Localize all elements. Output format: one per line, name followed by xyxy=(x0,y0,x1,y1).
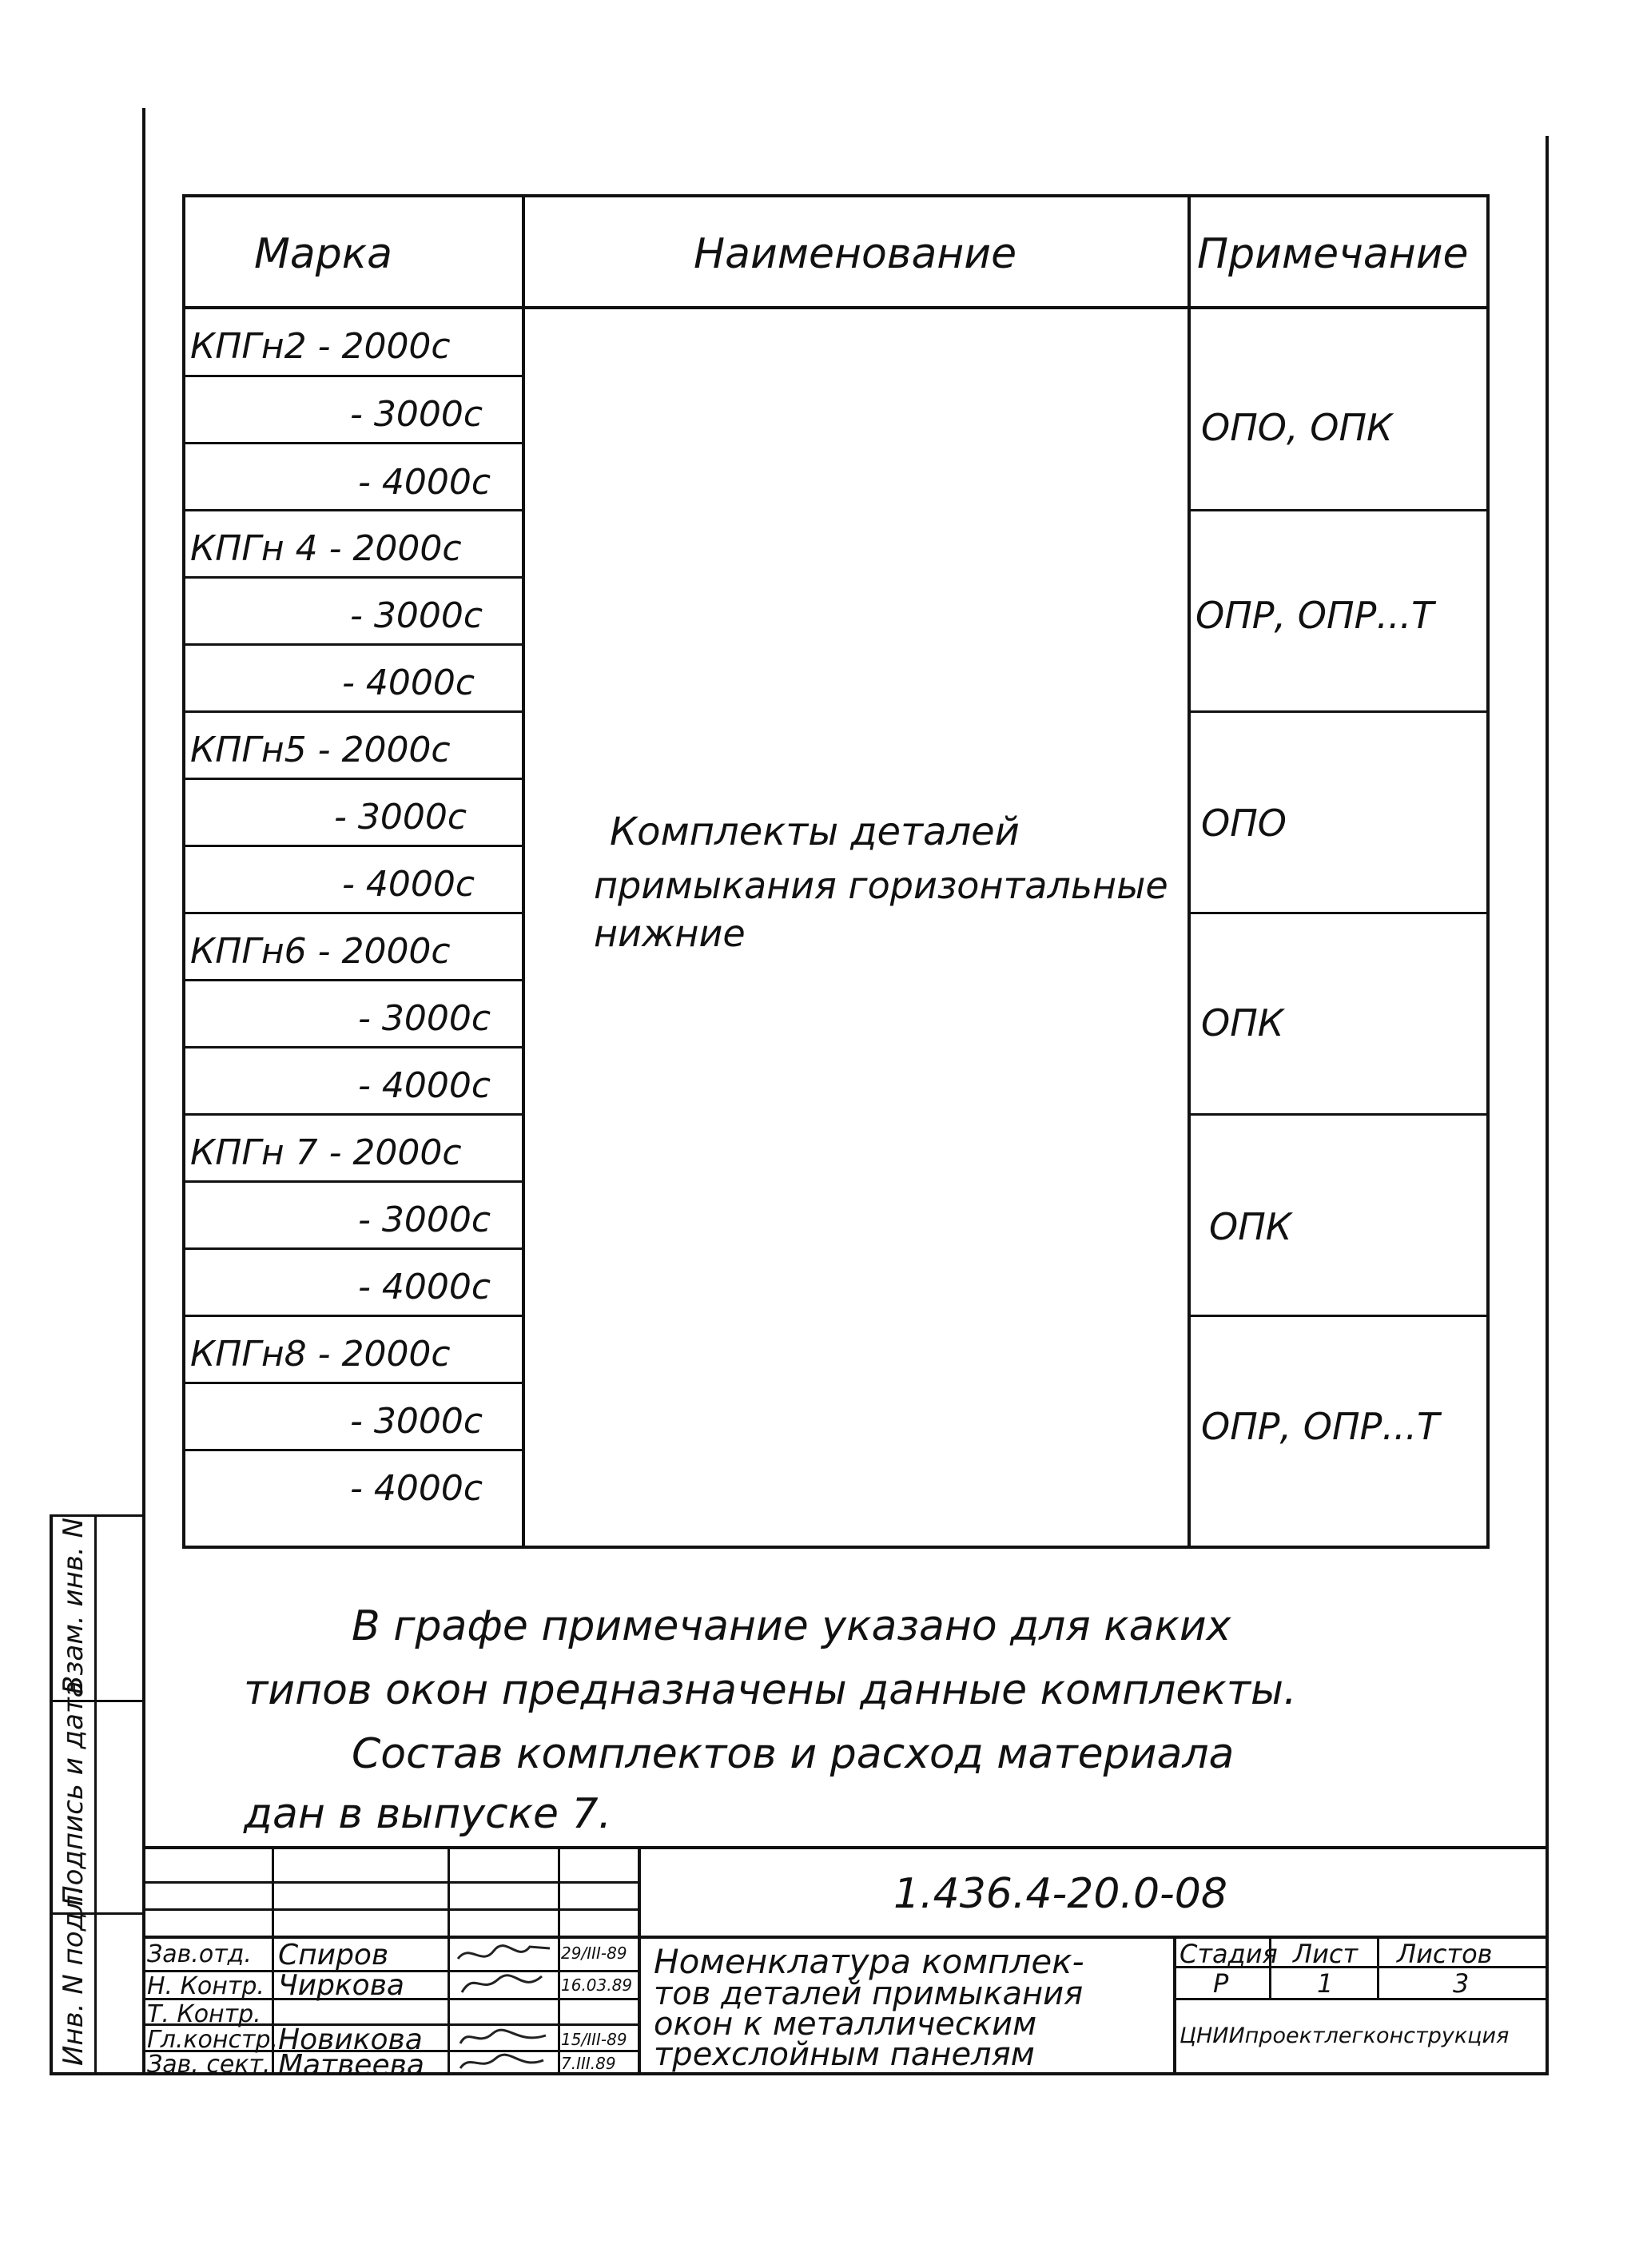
sheet-value: 1 xyxy=(1317,1968,1334,1999)
header-note: Примечание xyxy=(1197,230,1469,278)
header-name: Наименование xyxy=(694,230,1017,278)
stage-value: Р xyxy=(1213,1968,1229,1999)
signature-1 xyxy=(454,1939,554,1969)
mark-cell: - 3000с xyxy=(350,1401,483,1442)
staff-role: Зав. сект. xyxy=(147,2051,271,2079)
side-stamp xyxy=(50,1514,142,2074)
stage-label: Стадия xyxy=(1180,1939,1278,1969)
note-cell: ОПК xyxy=(1209,1205,1292,1248)
doc-title-line2: тов деталей примыкания xyxy=(654,1976,1084,2012)
header-mark: Марка xyxy=(254,230,393,278)
staff-date: 29/III-89 xyxy=(561,1944,627,1963)
staff-date: 7.III.89 xyxy=(561,2054,616,2073)
note-line-1: В графе примечание указано для каких xyxy=(352,1602,1231,1650)
doc-title-line4: трехслойным панелям xyxy=(654,2036,1035,2073)
frame-right xyxy=(1546,136,1549,2074)
note-cell: ОПР, ОПР...Т xyxy=(1195,594,1434,637)
note-line-4: дан в выпуске 7. xyxy=(244,1790,612,1838)
note-cell: ОПР, ОПР...Т xyxy=(1201,1405,1440,1448)
name-cell-line2: примыкания горизонтальные xyxy=(594,864,1168,907)
note-line-3: Состав комплектов и расход материала xyxy=(352,1730,1235,1778)
stamp-signature-date: Подпись и дата xyxy=(58,1681,90,1906)
name-cell-line3: нижние xyxy=(594,912,746,955)
staff-date: 15/III-89 xyxy=(561,2030,627,2049)
frame-left xyxy=(142,108,145,2074)
staff-role: Гл.констр. xyxy=(147,2026,279,2054)
mark-cell: - 4000с xyxy=(350,1468,483,1509)
spec-table xyxy=(182,194,1490,1549)
title-block xyxy=(142,1846,1549,2082)
note-cell: ОПО xyxy=(1201,802,1287,845)
staff-name: Матвеева xyxy=(278,2049,424,2082)
mark-cell: КПГн6 - 2000с xyxy=(190,931,451,972)
mark-cell: - 4000с xyxy=(342,864,475,905)
mark-cell: - 4000с xyxy=(358,462,491,503)
mark-cell: - 4000с xyxy=(358,1267,491,1307)
frame-top-stub xyxy=(142,108,145,111)
note-line-2: типов окон предназначены данные комплекты. xyxy=(244,1666,1297,1714)
staff-name: Спиров xyxy=(278,1939,389,1972)
staff-name: Новикова xyxy=(278,2023,423,2056)
sheets-label: Листов xyxy=(1397,1939,1493,1969)
mark-cell: - 3000с xyxy=(350,394,483,435)
doc-title-line1: Номенклатура комплек- xyxy=(654,1942,1084,1981)
mark-cell: - 4000с xyxy=(358,1065,491,1106)
note-cell: ОПК xyxy=(1201,1001,1284,1044)
mark-cell: - 3000с xyxy=(334,797,467,838)
name-cell-line1: Комплекты деталей xyxy=(610,810,1020,854)
doc-title-line3: окон к металлическим xyxy=(654,2006,1037,2043)
mark-cell: КПГн 4 - 2000с xyxy=(190,528,462,569)
note-cell: ОПО, ОПК xyxy=(1201,406,1393,449)
staff-role: Т. Контр. xyxy=(147,2000,261,2028)
sheets-value: 3 xyxy=(1453,1968,1470,1999)
signature-2 xyxy=(454,1970,554,1999)
staff-date: 16.03.89 xyxy=(561,1976,633,1995)
sheet-label: Лист xyxy=(1293,1939,1359,1969)
doc-code: 1.436.4-20.0-08 xyxy=(893,1870,1227,1918)
mark-cell: КПГн5 - 2000с xyxy=(190,730,451,770)
stamp-replace-inv: Взам. инв. N xyxy=(58,1518,90,1694)
staff-name: Чиркова xyxy=(278,1969,404,2002)
mark-cell: - 3000с xyxy=(358,998,491,1039)
staff-role: Н. Контр. xyxy=(147,1972,265,2000)
staff-role: Зав.отд. xyxy=(147,1940,252,1968)
mark-cell: - 4000с xyxy=(342,662,475,703)
organization: ЦНИИпроектлегконструкция xyxy=(1180,2023,1510,2048)
signature-4 xyxy=(454,2051,554,2075)
mark-cell: КПГн 7 - 2000с xyxy=(190,1132,462,1173)
mark-cell: КПГн2 - 2000с xyxy=(190,326,451,367)
signature-3 xyxy=(454,2024,554,2050)
stamp-inv-orig: Инв. N подл. xyxy=(58,1886,90,2066)
mark-cell: - 3000с xyxy=(350,595,483,636)
mark-cell: КПГн8 - 2000с xyxy=(190,1334,451,1375)
mark-cell: - 3000с xyxy=(358,1200,491,1240)
